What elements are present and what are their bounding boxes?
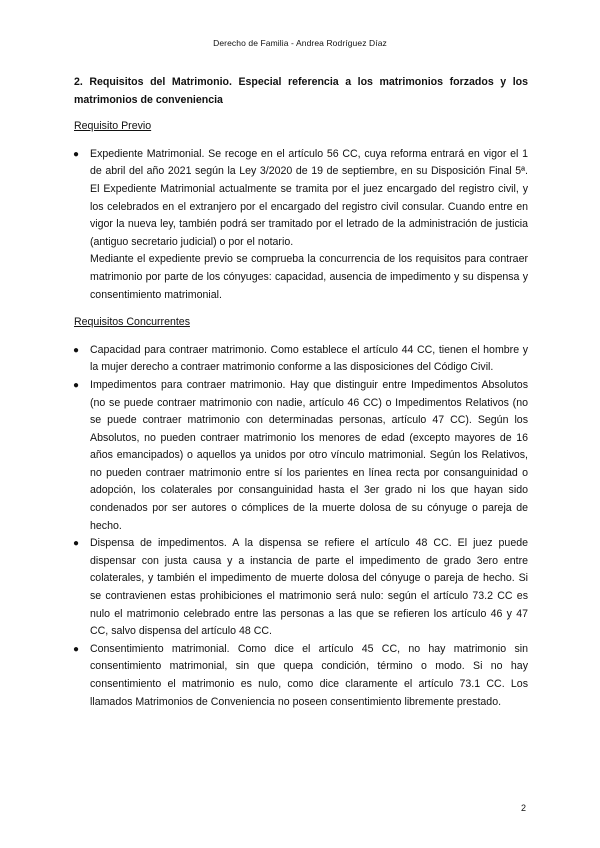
list-item-text: Consentimiento matrimonial. Como dice el artículo 45 CC, no hay matrimonio sin consentimiento matrimonial, sin que quepa condición, término o modo. Si no hay consentimiento el matrimonio es nulo, como dice claramente el artículo 73.1 CC. Los llamados Matrimonios de Conveniencia no poseen consentimiento libremente prestado.: [90, 642, 528, 708]
list-item: [74, 342, 528, 377]
list-item: [74, 377, 528, 535]
bullet-icon: ●: [73, 344, 80, 356]
bullet-icon: ●: [73, 643, 80, 655]
page-content: [74, 74, 528, 721]
section-title: 2. Requisitos del Matrimonio. Especial referencia a los matrimonios forzados y los matrimonios de conveniencia: [74, 76, 528, 106]
bullet-icon: ●: [73, 148, 80, 160]
list-item: [74, 535, 528, 641]
requisitos-concurrentes-list: [74, 342, 528, 711]
requisito-previo-heading: Requisito Previo: [74, 120, 152, 133]
list-item-paragraph: Expediente Matrimonial. Se recoge en el artículo 56 CC, cuya reforma entrará en vigor el 1 de abril del año 2021 según la Ley 3/2020 de 19 de septiembre, en su Disposición Final 5ª. El Expediente Matrimonial actualmente se tramita por el juez encargado del registro civil, y los celebrados en el extranjero por el encargado del registro civil consular. Cuando entre en vigor la nueva ley, también podrá ser tramitado por el letrado de la administración de justicia (antiguo secretario judicial) o por el notario.: [90, 147, 528, 248]
page-number: 2: [520, 803, 526, 813]
list-item-text: Capacidad para contraer matrimonio. Como establece el artículo 44 CC, tienen el hombre y la mujer derecho a contraer matrimonio conforme a las disposiciones del Código Civil.: [90, 343, 528, 374]
list-item-text: Dispensa de impedimentos. A la dispensa se refiere el artículo 48 CC. El juez puede dispensar con justa causa y a instancia de parte el impedimento de grado 3ero entre colaterales, y también el impedimento de muerte dolosa del cónyuge o pareja de hecho. Si se contravienen estas prohibiciones el matrimonio será nulo: según el artículo 73.2 CC es nulo el matrimonio celebrado entre las personas a las que se refieren los artículo 46 y 47 CC, salvo dispensa del artículo 48 CC.: [90, 537, 528, 638]
list-item-text: Impedimentos para contraer matrimonio. Hay que distinguir entre Impedimentos Absolutos (no se puede contraer matrimonio con nadie, artículo 46 CC) o Impedimentos Relativos (no se puede contraer matrimonio con determinadas personas, artículo 47 CC). Según los Absolutos, no pueden contraer matrimonio los menores de edad (excepto mayores de 16 años emancipados) o aquellos ya unidos por otro vínculo matrimonial. Según los Relativos, no pueden contraer matrimonio entre sí los parientes en línea recta por consanguinidad o adopción, los colaterales por consanguinidad hasta el 3er grado ni los que hayan sido condenados por ser autores o cómplices de la muerte dolosa de su cónyuge o pareja de hecho.: [90, 378, 528, 532]
list-item: [74, 641, 528, 711]
page-header: Derecho de Familia - Andrea Rodríguez Díaz: [213, 38, 387, 48]
list-item-paragraph: Mediante el expediente previo se comprueba la concurrencia de los requisitos para contraer matrimonio por parte de los cónyuges: capacidad, ausencia de impedimento y su dispensa y consentimiento matrimonial.: [90, 253, 528, 301]
bullet-icon: ●: [73, 538, 80, 550]
bullet-icon: ●: [73, 379, 80, 391]
list-item: [74, 146, 528, 304]
requisitos-concurrentes-heading: Requisitos Concurrentes: [74, 316, 190, 329]
requisito-previo-list: [74, 146, 528, 304]
